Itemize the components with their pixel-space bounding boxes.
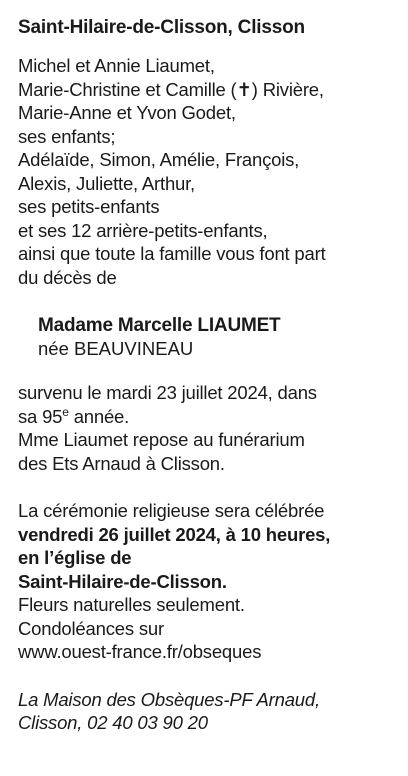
- age-line: [18, 405, 398, 429]
- ceremony-block: [18, 499, 398, 664]
- deceased-name: Madame Marcelle LIAUMET: [38, 315, 281, 336]
- family-line: Marie-Christine et Camille (✝) Rivière,: [18, 78, 324, 100]
- condolences-label: Condoléances sur: [18, 617, 164, 639]
- ceremony-town: Saint-Hilaire-de-Clisson.: [18, 570, 227, 592]
- rest-place-line: Mme Liaumet repose au funérarium: [18, 429, 305, 450]
- family-line: ainsi que toute la famille vous font part: [18, 243, 326, 264]
- funeral-home-footer: [18, 688, 398, 735]
- family-line: ses enfants;: [18, 125, 116, 147]
- location-heading: Saint-Hilaire-de-Clisson, Clisson: [18, 17, 305, 38]
- obituary-notice: [18, 16, 398, 735]
- ceremony-church: en l’église de: [18, 547, 132, 568]
- family-line: et ses 12 arrière-petits-enfants,: [18, 219, 268, 241]
- funeral-home-name: La Maison des Obsèques-PF Arnaud,: [18, 688, 320, 710]
- death-date-line: survenu le mardi 23 juillet 2024, dans: [18, 382, 317, 403]
- age-ordinal-suffix: e: [62, 404, 69, 419]
- family-list: [18, 54, 398, 289]
- funeral-home-contact: Clisson, 02 40 03 90 20: [18, 712, 208, 733]
- family-line: Alexis, Juliette, Arthur,: [18, 172, 196, 194]
- age-text: sa 95: [18, 405, 63, 427]
- ceremony-date: vendredi 26 juillet 2024, à 10 heures,: [18, 523, 331, 545]
- deceased-birth-name: née BEAUVINEAU: [38, 338, 194, 359]
- flowers-note: Fleurs naturelles seulement.: [18, 594, 245, 615]
- death-info: [18, 381, 398, 475]
- family-line: du décès de: [18, 266, 117, 288]
- ceremony-intro: La cérémonie religieuse sera célébrée: [18, 500, 325, 521]
- deceased-block: [38, 314, 398, 360]
- family-line: ses petits-enfants: [18, 196, 160, 217]
- condolences-url: www.ouest-france.fr/obseques: [18, 641, 262, 662]
- family-line: Michel et Annie Liaumet,: [18, 55, 215, 76]
- age-text-end: année.: [68, 405, 130, 427]
- family-line: Marie-Anne et Yvon Godet,: [18, 102, 236, 123]
- family-line: Adélaïde, Simon, Amélie, François,: [18, 149, 300, 170]
- rest-place-line: des Ets Arnaud à Clisson.: [18, 452, 225, 474]
